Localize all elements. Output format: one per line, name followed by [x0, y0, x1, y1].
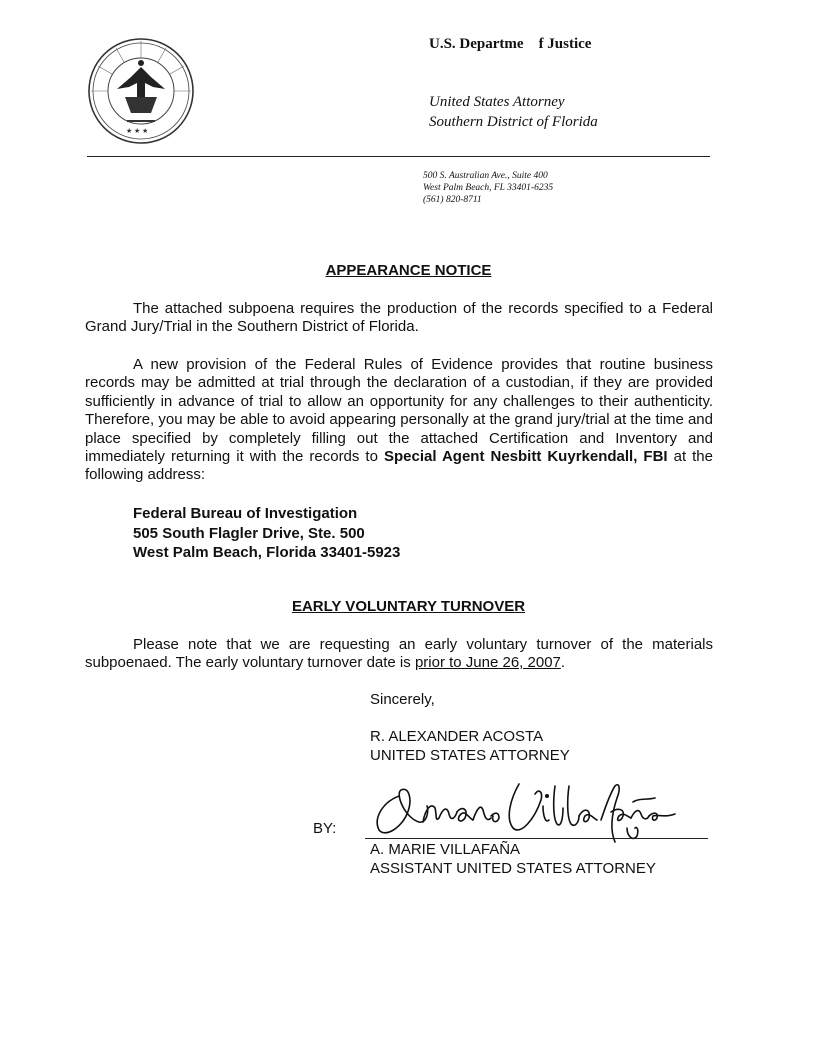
office-name [429, 92, 598, 132]
svg-text:★ ★ ★: ★ ★ ★ [126, 127, 149, 135]
attorney-title: UNITED STATES ATTORNEY [370, 747, 570, 764]
address-line-2: West Palm Beach, FL 33401-6235 [423, 183, 554, 193]
closing-attorney [370, 727, 570, 765]
turnover-text: Please note that we are requesting an early voluntary turnover of the materials subpoenaed. The early voluntary turnover date is [85, 636, 713, 672]
special-agent-name: Special Agent Nesbitt Kuyrkendall, FBI [383, 448, 668, 466]
signer-title: ASSISTANT UNITED STATES ATTORNEY [370, 860, 656, 877]
appearance-paragraph-1: The attached subpoena requires the production of the records specified to a Federal Grand Jury/Trial in the Southern District of Florida. [85, 300, 713, 336]
signature-line [365, 838, 708, 839]
address-line-3: (561) 820-8711 [423, 195, 482, 205]
by-label: BY: [313, 820, 337, 837]
paragraph-2-text: A new provision of the Federal Rules of Evidence provides that routine business records may be admitted at trial through the declaration of a custodian, if they are provided sufficiently in advance of trial to allow an opportunity for any challenges to their authenticity. Therefore, you may be able to avoid appearing personally at the grand jury/trial at the time and place specified by completely filling out the attached Certification and Inventory and immediately returning it with the records to [85, 356, 713, 466]
fbi-address-line-3: West Palm Beach, Florida 33401-5923 [133, 544, 401, 561]
letterhead-rule [87, 156, 710, 157]
office-address [423, 170, 553, 206]
turnover-paragraph [85, 636, 713, 673]
closing-sincerely: Sincerely, [370, 691, 435, 708]
office-line-1: United States Attorney [429, 94, 565, 110]
early-voluntary-turnover-heading: EARLY VOLUNTARY TURNOVER [291, 598, 526, 615]
department-name: U.S. Departme f Justice [429, 36, 592, 52]
department-of-justice-seal [87, 37, 195, 145]
fbi-address-line-1: Federal Bureau of Investigation [133, 505, 358, 522]
office-line-2: Southern District of Florida [429, 114, 598, 130]
signer-block [370, 840, 656, 878]
turnover-end: . [560, 654, 566, 672]
turnover-date: prior to June 26, 2007 [414, 654, 561, 672]
signer-name: A. MARIE VILLAFAÑA [370, 841, 521, 858]
handwritten-signature [365, 778, 710, 844]
appearance-notice-heading: APPEARANCE NOTICE [325, 262, 492, 279]
address-line-1: 500 S. Australian Ave., Suite 400 [423, 171, 548, 181]
paragraph-2-end: at the following address: [85, 448, 713, 484]
fbi-address-line-2: 505 South Flagler Drive, Ste. 500 [133, 524, 365, 542]
appearance-paragraph-2 [85, 356, 713, 485]
fbi-address-block [133, 504, 400, 563]
attorney-name: R. ALEXANDER ACOSTA [370, 728, 544, 745]
